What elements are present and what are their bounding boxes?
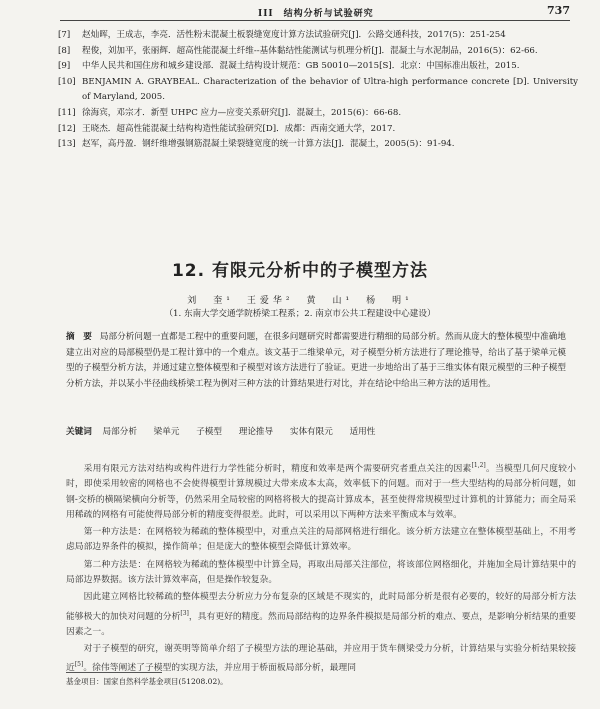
abstract-label: 摘 要 [66, 332, 92, 342]
reference-text: 王晓杰．超高性能混凝土结构构造性能试验研究[D]．成都：西南交通大学，2017. [82, 123, 396, 134]
reference-text: 赵军，高丹盈．钢纤维增强钢筋混凝土梁裂缝宽度的统一计算方法[J]．混凝土，2005(5)：91-94. [82, 139, 455, 150]
keyword: 局部分析 [102, 427, 137, 437]
reference-item [58, 44, 578, 60]
paragraph-text: 。徐伟等阐述了子模型的实现方法，并应用于桥面板局部分析，最理同 [83, 663, 357, 674]
footnote-divider [66, 672, 162, 673]
keywords-label: 关键词 [66, 427, 92, 437]
reference-number: [8] [58, 45, 71, 56]
keyword: 子模型 [196, 427, 222, 437]
article-title: 12. 有限元分析中的子模型方法 [171, 261, 429, 281]
paragraph-text: 采用有限元方法对结构或构件进行力学性能分析时，精度和效率是两个需要研究者重点关注的因素 [83, 463, 472, 474]
body-paragraph [66, 590, 576, 640]
reference-list [58, 28, 578, 153]
reference-number: [7] [58, 30, 71, 40]
abstract-text: 局部分析问题一直都是工程中的重要问题，在很多问题研究时都需要进行精细的局部分析。然而从庞大的整体模型中准确地建立出对应的局部模型仍是工程计算中的一个难点。该文基于二维梁单元，对子模型分析方法进行了理论推导，给出了基于梁单元模型的子模型分析方法，并通过建立整体模型和子模型对该方法进行了验证。更进一步地给出了基于三维实体有限元模型的三种子模型分析方法，并以某小半径曲线桥梁工程为例对三种方法的计算结果进行对比，并在结论中给出三种方法的适用性。 [66, 332, 566, 389]
body-paragraph [66, 458, 576, 523]
paragraph-text: 对于子模型的研究，谢英明等简单介绍了子模型方法的理论基础，并应用于货车侧梁受力分析，计算结果与实验分析结果较接近 [66, 644, 576, 674]
keywords [66, 425, 566, 437]
body-paragraph [66, 525, 576, 556]
keyword: 梁单元 [153, 427, 180, 437]
body-paragraph [66, 558, 576, 589]
keyword: 适用性 [349, 427, 376, 437]
reference-item [58, 122, 578, 138]
paragraph-text: 第二种方法是：在网格较为稀疏的整体模型中计算全局，再取出局部关注部位，将该部位网格细化，并施加全局计算结果中的局部边界数据。该方法计算效率高，但是操作较复杂。 [66, 559, 576, 585]
reference-number: [9] [58, 61, 71, 72]
paragraph-text: ，具有更好的精度。然而局部结构的边界条件模拟是局部分析的难点、要点，是影响分析结果的重要因素之一。 [66, 611, 576, 637]
reference-text: 徐海宾，邓宗才．新型 UHPC 应力—应变关系研究[J]．混凝土，2015(6)：66-68. [82, 107, 402, 118]
author-list: 刘 奎¹ 王爱华² 黄 山¹ 杨 明¹ [187, 296, 413, 306]
reference-item [58, 106, 578, 122]
article-body [66, 458, 576, 679]
reference-number: [11] [58, 107, 76, 118]
reference-item [58, 28, 578, 44]
page-number: 737 [547, 4, 570, 17]
reference-number: [13] [58, 139, 76, 150]
citation: [3] [180, 609, 189, 617]
reference-text: 中华人民共和国住房和城乡建设部．混凝土结构设计规范：GB 50010—2015[S]．北京：中国标准出版社，2015. [82, 61, 520, 72]
reference-text: BENJAMIN A. GRAYBEAL. Characterization of the behavior of Ultra-high performance concrete [D]. University of Maryland, 2005. [82, 76, 578, 103]
reference-number: [10] [58, 76, 76, 87]
author-affiliation: （1. 东南大学交通学院桥梁工程系；2. 南京市公共工程建设中心建设） [164, 309, 436, 319]
funding-footnote: 基金项目：国家自然科学基金项目(51208.02)。 [66, 677, 228, 686]
citation: [1,2] [471, 462, 486, 469]
reference-item [58, 137, 578, 153]
reference-item [58, 59, 578, 75]
keyword: 理论推导 [238, 427, 274, 437]
keyword: 实体有限元 [289, 427, 333, 437]
running-header [60, 4, 570, 21]
section-title: III 结构分析与试验研究 [258, 9, 374, 19]
citation: [5] [74, 661, 84, 669]
paragraph-text: 。当模型几何尺度较小时，即使采用较密的网格也不会使得模型计算规模过大带来成本太高，效率低下的问题。而对于一些大型结构的局部分析问题，如钢-交桥的横隔梁横向分析等，仍然采用全局较密的网格将极大的提高计算成本，甚至使得常规模型过计算机的计算能力；而全局采用稀疏的网格有可能使得局部分析的精度变得很差。此时，可以采用以下两种方法来平衡成本与效率。 [66, 463, 576, 520]
reference-number: [12] [58, 123, 76, 134]
paragraph-text: 第一种方法是：在网格较为稀疏的整体模型中，对重点关注的局部网格进行细化。该分析方法建立在整体模型基础上，不用考虑局部边界条件的模拟，操作简单；但是庞大的整体模型会降低计算效率。 [66, 527, 576, 553]
reference-item [58, 75, 578, 106]
reference-text: 赵灿晖，王成志，李亮．活性粉末混凝土板裂缝宽度计算方法试验研究[J]．公路交通科技，2017(5)：251-254 [82, 30, 506, 40]
paragraph-text: 因此建立网格比较稀疏的整体模型去分析应力分布复杂的区域是不现实的，此时局部分析是很有必要的，较好的局部分析方法能够极大的加快对问题的分析 [66, 592, 576, 622]
abstract [66, 330, 566, 392]
reference-text: 程俊，刘加平，张丽辉．超高性能混凝土纤维--基体黏结性能测试与机理分析[J]．混凝土与水泥制品，2016(5)：62-66. [82, 45, 538, 56]
